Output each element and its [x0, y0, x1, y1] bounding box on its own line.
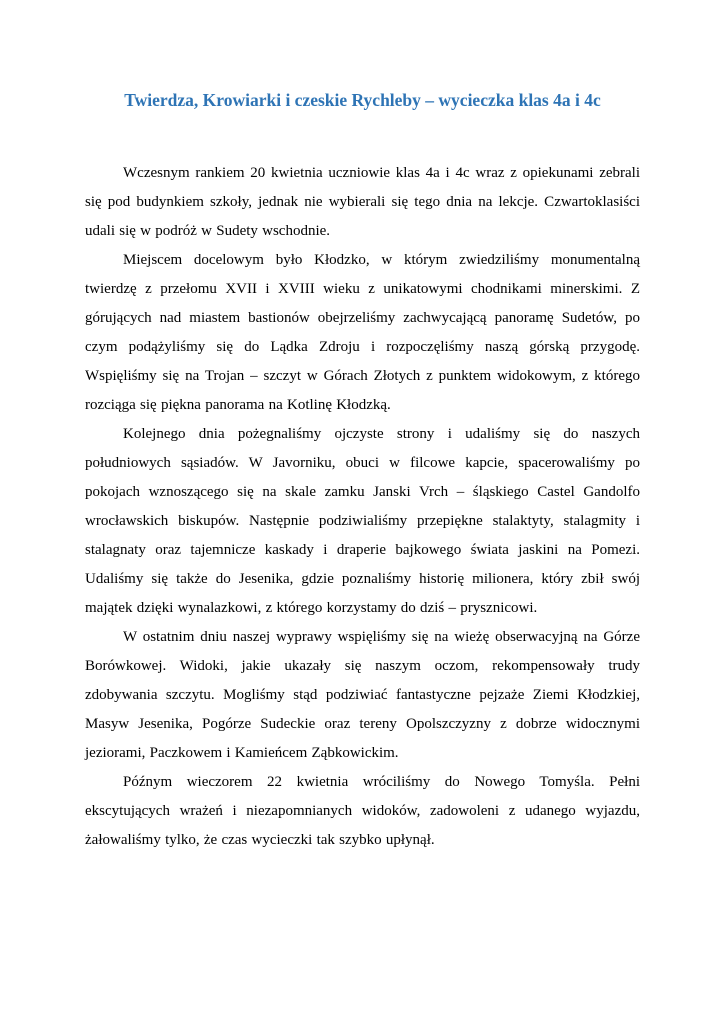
paragraph-gora-borowkowa: W ostatnim dniu naszej wyprawy wspięliśmy się na wieżę obserwacyjną na Górze Borówkowej. Widoki, jakie ukazały się naszym oczom, rekompensowały trudy zdobywania szczytu. Mogliśmy stąd podziwiać fantastyczne pejzaże Ziemi Kłodzkiej, Masyw Jesenika, Pogórze Sudeckie oraz tereny Opolszczyzny z dobrze widocznymi jeziorami, Paczkowem i Kamieńcem Ząbkowickim.	[85, 628, 640, 761]
paragraph-javornik: Kolejnego dnia pożegnaliśmy ojczyste strony i udaliśmy się do naszych południowych sąsiadów. W Javorniku, obuci w filcowe kapcie, spacerowaliśmy po pokojach wznoszącego się na skale zamku Janski Vrch – śląskiego Castel Gandolfo wrocławskich biskupów. Następnie podziwialiśmy przepiękne stalaktyty, stalagmity i stalagnaty oraz tajemnicze kaskady i draperie bajkowego świata jaskini na Pomezi. Udaliśmy się także do Jesenika, gdzie poznaliśmy historię milionera, który zbił swój majątek dzięki wynalazkowi, z którego korzystamy do dziś – prysznicowi.	[85, 425, 640, 616]
document-title: Twierdza, Krowiarki i czeskie Rychleby – wycieczka klas 4a i 4c	[124, 90, 601, 110]
paragraph-powrot: Późnym wieczorem 22 kwietnia wróciliśmy do Nowego Tomyśla. Pełni ekscytujących wrażeń i niezapomnianych widoków, zadowoleni z udanego wyjazdu, żałowaliśmy tylko, że czas wycieczki tak szybko upłynął.	[85, 773, 640, 848]
paragraph-klodzko: Miejscem docelowym było Kłodzko, w którym zwiedziliśmy monumentalną twierdzę z przełomu XVII i XVIII wieku z unikatowymi chodnikami minerskimi. Z górujących nad miastem bastionów obejrzeliśmy zachwycającą panoramę Sudetów, po czym podążyliśmy się do Lądka Zdroju i rozpoczęliśmy naszą górską przygodę. Wspięliśmy się na Trojan – szczyt w Górach Złotych z punktem widokowym, z którego rozciąga się piękna panorama na Kotlinę Kłodzką.	[85, 251, 640, 413]
document-body	[85, 159, 640, 855]
paragraph-intro: Wczesnym rankiem 20 kwietnia uczniowie klas 4a i 4c wraz z opiekunami zebrali się pod budynkiem szkoły, jednak nie wybierali się tego dnia na lekcje. Czwartoklasiści udali się w podróż w Sudety wschodnie.	[85, 164, 640, 239]
